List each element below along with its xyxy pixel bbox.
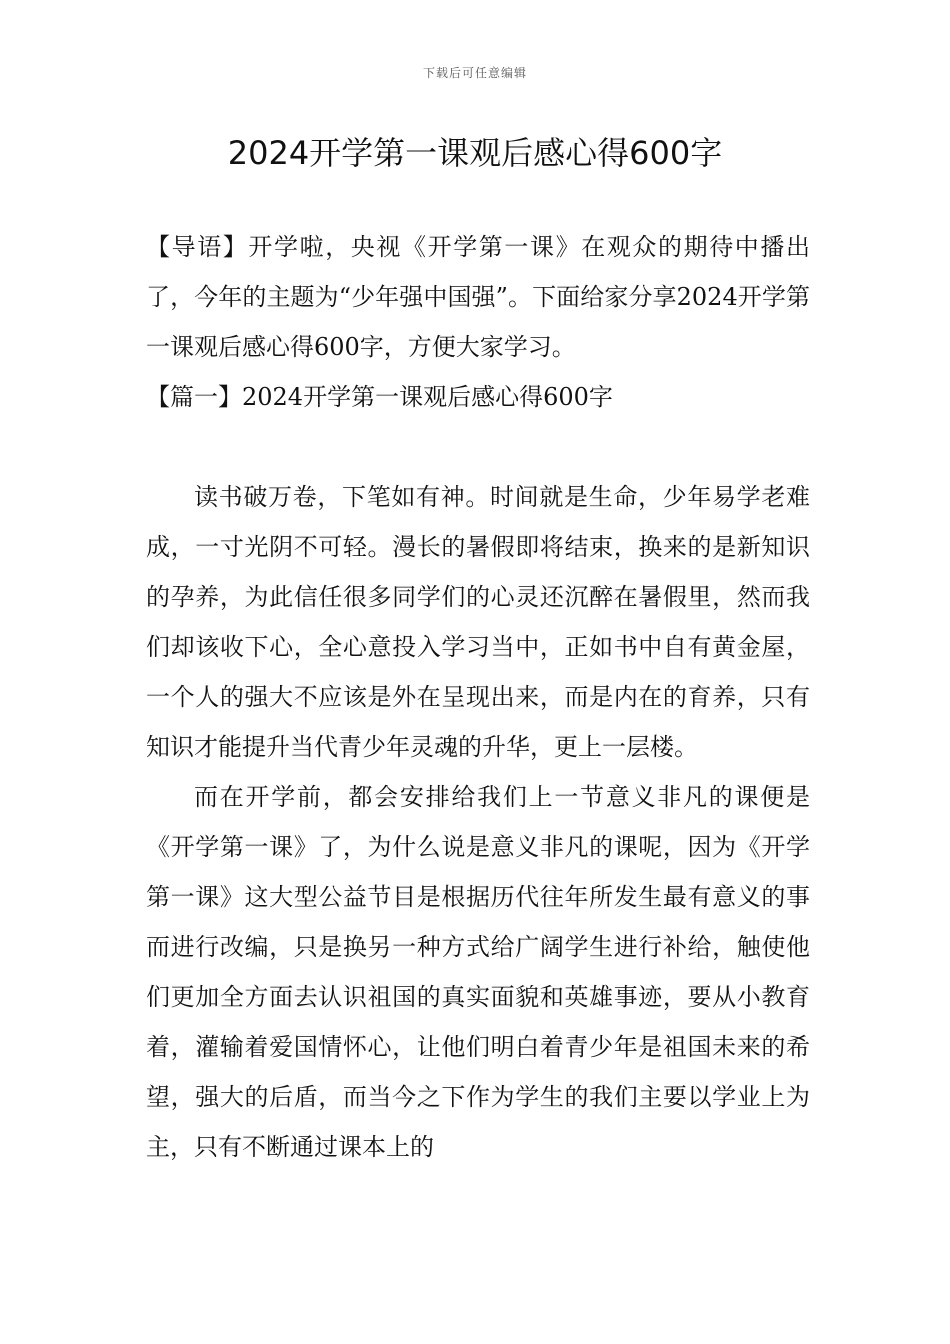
- article-paragraph-1: 读书破万卷，下笔如有神。时间就是生命，少年易学老难成，一寸光阴不可轻。漫长的暑假即将结束，换来的是新知识的孕养，为此信任很多同学们的心灵还沉醉在暑假里，然而我们却该收下心，全心意投入学习当中，正如书中自有黄金屋，一个人的强大不应该是外在呈现出来，而是内在的育养，只有知识才能提升当代青少年灵魂的升华，更上一层楼。: [146, 483, 810, 761]
- article-body: [146, 472, 810, 1172]
- article-paragraph-2: 而在开学前，都会安排给我们上一节意义非凡的课便是《开学第一课》了，为什么说是意义非凡的课呢，因为《开学第一课》这大型公益节目是根据历代往年所发生最有意义的事而进行改编，只是换另一种方式给广阔学生进行补给，触使他们更加全方面去认识祖国的真实面貌和英雄事迹，要从小教育着，灌输着爱国情怀心，让他们明白着青少年是祖国未来的希望，强大的后盾，而当今之下作为学生的我们主要以学业上为主，只有不断通过课本上的: [146, 783, 810, 1161]
- page-title: 2024开学第一课观后感心得600字: [227, 134, 723, 172]
- section-heading: 【篇一】2024开学第一课观后感心得600字: [146, 383, 613, 411]
- intro-section: [146, 222, 810, 422]
- intro-paragraph: 【导语】开学啦，央视《开学第一课》在观众的期待中播出了，今年的主题为“少年强中国强”。下面给家分享2024开学第一课观后感心得600字，方便大家学习。: [146, 233, 810, 361]
- header-note: 下载后可任意编辑: [422, 66, 527, 80]
